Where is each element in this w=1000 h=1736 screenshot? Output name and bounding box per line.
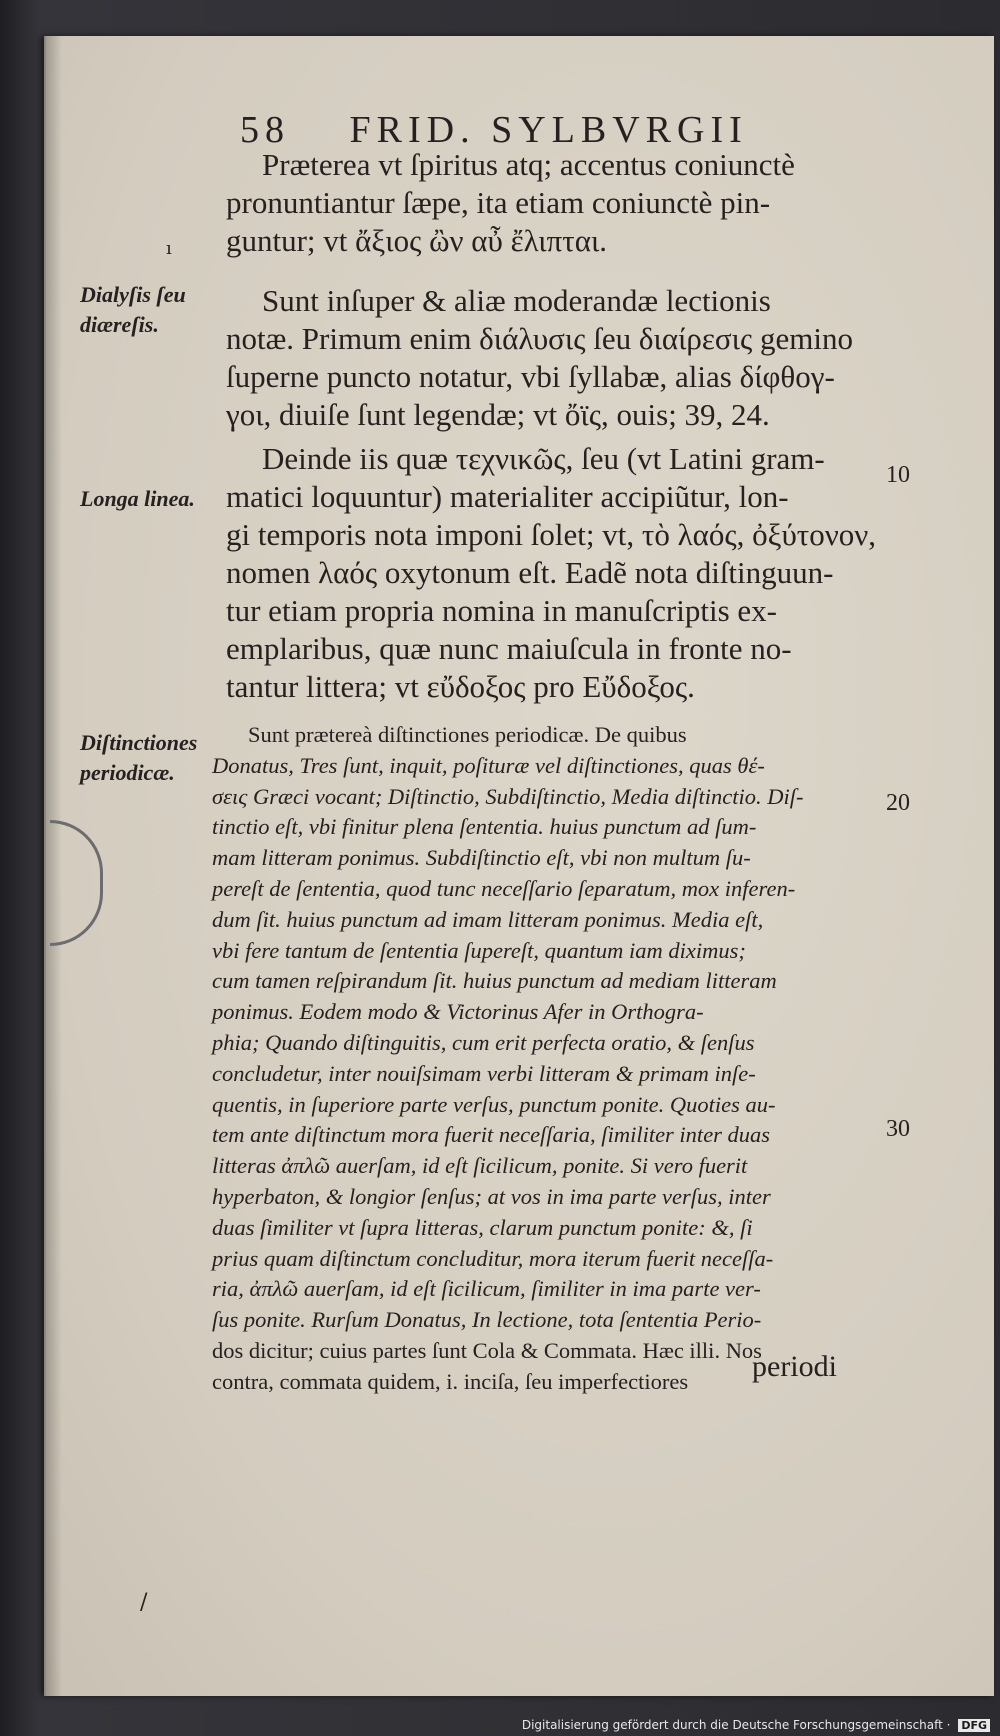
- text-line: γοι, diuiſe ſunt legendæ; vt ὄϊς, ouis; 39, 24.: [226, 397, 770, 432]
- text-line: quentis, in ſuperiore parte verſus, punctum ponite. Quoties au-: [212, 1091, 776, 1117]
- running-title: FRID. SYLBVRGII: [349, 109, 748, 151]
- text-line: hyperbaton, & longior ſenſus; at vos in ima parte verſus, inter: [212, 1183, 771, 1209]
- text-line: ponimus. Eodem modo & Victorinus Afer in Orthogra-: [212, 999, 704, 1025]
- margin-note-distinctiones: [80, 728, 220, 788]
- line-number-10: 10: [886, 462, 910, 488]
- text-line: Donatus, Tres ſunt, inquit, poſituræ vel diſtinctiones, quas θέ-: [212, 752, 765, 778]
- margin-note-longa: [80, 484, 220, 514]
- text-line: σεις Græci vocant; Diſtinctio, Subdiſtinctio, Media diſtinctio. Diſ-: [212, 783, 804, 809]
- stray-mark: ı: [166, 238, 172, 259]
- text-line: Deinde iis quæ τεχνικῶς, ſeu (vt Latini gram-: [262, 441, 825, 476]
- text-line: litteras ἀπλῶ auerſam, id eſt ſicilicum, ponite. Si vero fuerit: [212, 1153, 748, 1179]
- margin-note-dialysis: [80, 280, 220, 340]
- text-line: ſuperne puncto notatur, vbi ſyllabæ, alias δίφθογ-: [226, 359, 835, 394]
- paragraph-2: [226, 282, 886, 434]
- text-line: tantur littera; vt εὔδοξος pro Εὔδοξος.: [226, 669, 695, 704]
- text-line: Sunt inſuper & aliæ moderandæ lectionis: [262, 283, 771, 318]
- text-line: Sunt prætereà diſtinctiones periodicæ. De quibus: [248, 722, 687, 747]
- text-line: guntur; vt ἄξιος ὢν αὖ ἔλιπται.: [226, 223, 608, 258]
- text-line: gi temporis nota imponi ſolet; vt, τὸ λαός, ὀξύτονον,: [226, 517, 877, 552]
- margin-note-line: Diſtinctiones: [80, 730, 198, 755]
- margin-note-line: diæreſis.: [80, 312, 159, 337]
- text-line: contra, commata quidem, i. inciſa, ſeu imperfectiores: [212, 1368, 689, 1394]
- paragraph-3: [226, 440, 886, 706]
- text-line: vbi fere tantum de ſententia ſupereſt, quantum iam diximus;: [212, 937, 746, 963]
- text-line: matici loquuntur) materialiter accipiũtur, lon-: [226, 479, 789, 514]
- text-line: pereſt de ſententia, quod tunc neceſſario ſeparatum, mox inferen-: [212, 875, 796, 901]
- text-line: duas ſimiliter vt ſupra litteras, clarum punctum ponite: &, ſi: [212, 1214, 753, 1240]
- text-line: tinctio eſt, vbi finitur plena ſententia. huius punctum ad ſum-: [212, 814, 757, 840]
- stray-mark: /: [140, 1590, 148, 1615]
- margin-note-line: Dialyſis ſeu: [80, 282, 186, 307]
- text-line: notæ. Primum enim διάλυσις ſeu διαίρεσις gemino: [226, 321, 853, 356]
- text-line: tur etiam propria nomina in manuſcriptis ex-: [226, 593, 777, 628]
- page-number: 58: [240, 109, 290, 151]
- paragraph-1: [226, 146, 886, 260]
- margin-note-line: periodicæ.: [80, 760, 175, 785]
- text-line: ſus ponite. Rurſum Donatus, In lectione, tota ſententia Perio-: [212, 1307, 762, 1333]
- text-line: cum tamen reſpirandum ſit. huius punctum ad mediam litteram: [212, 968, 777, 994]
- text-line: dum ſit. huius punctum ad imam litteram ponimus. Media eſt,: [212, 906, 764, 932]
- text-line: phia; Quando diſtinguitis, cum erit perfecta oratio, & ſenſus: [212, 1029, 755, 1055]
- credit-text: Digitalisierung gefördert durch die Deutsche Forschungsgemeinschaft ·: [521, 1718, 951, 1732]
- text-line: tem ante diſtinctum mora fuerit neceſſaria, ſimiliter inter duas: [212, 1122, 771, 1148]
- text-line: ria, ἀπλῶ auerſam, id eſt ſicilicum, ſimiliter in ima parte ver-: [212, 1276, 761, 1302]
- catchword: periodi: [752, 1350, 837, 1383]
- line-number-20: 20: [886, 790, 910, 816]
- paragraph-4: [212, 720, 888, 1398]
- dfg-logo: DFG: [958, 1719, 990, 1732]
- text-line: pronuntiantur ſæpe, ita etiam coniunctè pin-: [226, 185, 771, 220]
- text-line: nomen λαός oxytonum eſt. Eadẽ nota diſtinguun-: [226, 555, 834, 590]
- text-line: emplaribus, quæ nunc maiuſcula in fronte no-: [226, 631, 792, 666]
- text-line: concludetur, inter nouiſsimam verbi litteram & primam inſe-: [212, 1060, 756, 1086]
- text-line: mam litteram ponimus. Subdiſtinctio eſt, vbi non multum ſu-: [212, 845, 751, 871]
- margin-note-line: Longa linea.: [80, 486, 195, 511]
- text-line: prius quam diſtinctum concluditur, mora iterum fuerit neceſſa-: [212, 1245, 774, 1271]
- text-line: dos dicitur; cuius partes ſunt Cola & Commata. Hæc illi. Nos: [212, 1337, 762, 1363]
- text-line: Præterea vt ſpiritus atq; accentus coniunctè: [262, 147, 795, 182]
- digitization-credit: [522, 1718, 990, 1732]
- line-number-30: 30: [886, 1116, 910, 1142]
